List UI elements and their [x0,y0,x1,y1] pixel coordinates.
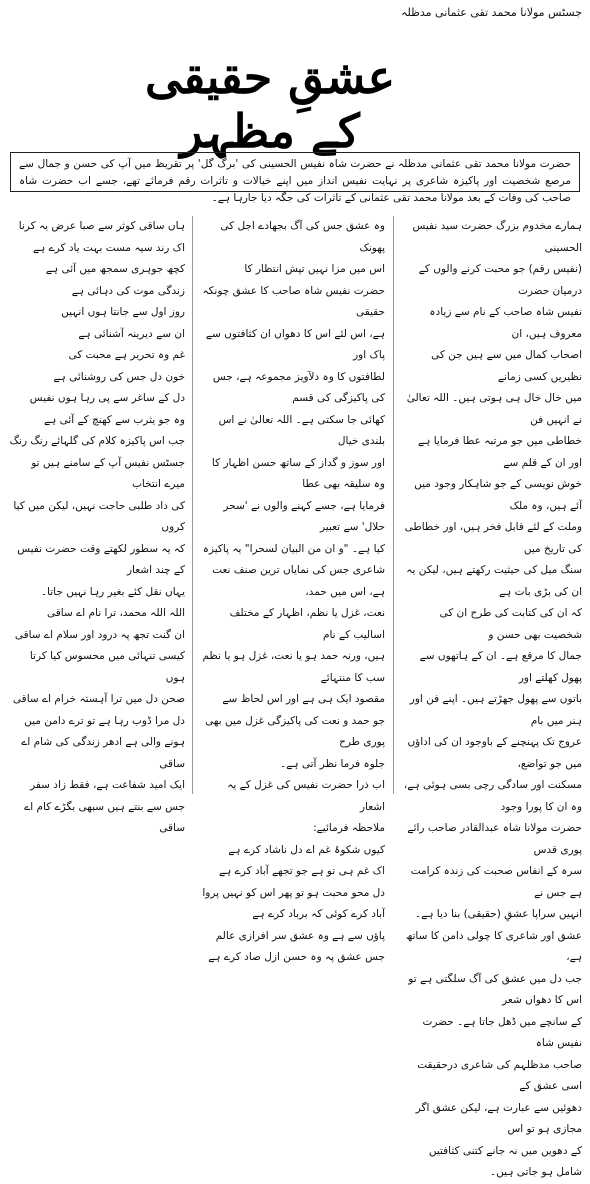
text-line: جس سے بنتے ہیں سبھی بگڑے کام اے ساقی [24,800,185,834]
text-line: کیوں شکوۂ غم اے دل ناشاد کرے ہے [228,843,385,856]
article-title: عشقِ حقیقی کے مظہر [144,50,396,158]
text-line: مقصود ایک ہی ہے اور اس لحاظ سے [222,693,385,705]
text-line: خوش نویسی کے جو شاہکار وجود میں آئے ہیں، وہ ملک [414,478,582,512]
text-line: کے سانچے میں ڈھل جاتا ہے۔ حضرت نفیس شاہ [422,1015,582,1049]
text-line: اصحاب کمال میں سے ہیں جن کی نظیریں کسی زمانے [431,349,582,383]
text-line: اللہ اللہ محمد، ترا نام اے ساقی [47,607,185,619]
text-line: ہونے والی ہے ادھر زندگی کی شام اے ساقی [21,736,185,770]
text-line: فرمایا ہے، جسے کہنے والوں نے 'سحر حلال' سے تعبیر [223,499,385,533]
text-line: وملت کے لئے قابل فخر ہیں، اور خطاطی کی تاریخ میں [404,521,582,555]
text-line: وہ عشق جس کی آگ بجھادے اجل کی پھونک [220,220,385,254]
text-line: ان گنت تجھ پہ درود اور سلام اے ساقی [14,628,185,641]
text-line: دل محو محبت ہو تو پھر اس کو نہیں پروا [202,886,385,899]
text-line: جسٹس نفیس آپ کے سامنے ہیں تو میرے انتخاب [31,456,185,490]
text-line: ہاں ساقی کوثر سے صبا عرض یہ کرنا [18,220,185,232]
text-line: حضرت مولانا شاہ عبدالقادر صاحب رائے پوری قدس [407,822,582,856]
text-line: کی داد طلبی حاجت نہیں، لیکن میں کیا کروں [13,499,185,533]
text-line: صاحب مدظلہم کی شاعری درحقیقت اسی عشق کے [417,1058,582,1092]
text-line: زندگی موت کی دہائی ہے [71,284,185,297]
text-line: جلوہ فرما نظر آتی ہے۔ [280,757,385,770]
text-line: حضرت نفیس شاہ صاحب کا عشق چونکہ حقیقی [202,284,385,318]
text-line: اک غم ہی تو ہے جو تجھے آباد کرے ہے [219,865,385,877]
text-line: کھائی جا سکتی ہے۔ اللہ تعالیٰ نے اس بلندی خیال [218,413,385,447]
text-line: پاؤں سے ہے وہ عشق سر افرازی عالم [215,929,385,942]
text-line: عشق اور شاعری کا چولی دامن کا ساتھ ہے، [405,929,582,963]
text-line: انہیں سراپا عشقِ (حقیقی) بنا دیا ہے۔ [415,908,582,920]
text-line: باتوں سے پھول جھڑتے ہیں۔ اپنے فن اور ہنر میں بام [409,693,582,727]
text-line: دل مرا ڈوب رہا ہے تو ترے دامن میں [24,714,185,727]
text-line: اور سوز و گداز کے ساتھ حسن اظہار کا وہ سلیقہ بھی عطا [211,456,385,490]
column-divider [192,216,193,794]
text-line: عروج تک پہنچنے کے باوجود ان کی اداؤں میں جو تواضع، [407,736,582,770]
text-line: کیسی تنہائی میں محسوس کیا کرتا ہوں [29,650,185,684]
text-line: نعت، غزل یا نظم، اظہار کے مختلف اسالیب کے نام [229,607,385,641]
text-line: خون دل جس کی روشنائی ہے [53,370,185,383]
text-line: لطافتوں کا وہ دلآویز مجموعہ ہے، جس کی پاکیزگی کی قسم [212,370,385,404]
text-line: ایک امید شفاعت ہے، فقط زاد سفر [30,779,185,791]
text-line: جب اس پاکیزہ کلام کی گلہائے رنگ رنگ [9,435,185,447]
text-line: (نفیس رقم) جو محبت کرنے والوں کے درمیان حضرت [418,263,582,297]
text-line: اس میں مزا نہیں تپش انتظار کا [244,263,385,275]
text-line: وہ جو یثرب سے کھنچ کے آئی ہے [43,413,185,426]
text-line: دھوئیں سے عبارت ہے، لیکن عشق اگر مجازی ہو تو اس [415,1101,582,1135]
text-line: اک رند سیہ مست بہت یاد کرے ہے [32,241,185,254]
text-line: اب ذرا حضرت نفیس کی غزل کے یہ اشعار [227,779,385,813]
text-line: جس عشق پہ وہ حسن ازل صاد کرے ہے [208,951,385,963]
column-right [402,216,582,1178]
text-line: غم وہ تحریر ہے محبت کی [68,349,185,361]
text-line: ملاحظہ فرمائیے: [313,822,385,834]
text-line: کہ یہ سطور لکھتے وقت حضرت نفیس کے چند اشعار [17,542,185,576]
text-line: کے دھویں میں نہ جانے کتنی کثافتیں شامل ہو جاتی ہیں۔ [428,1144,582,1178]
text-line: آباد کرے کوئی کہ برباد کرے ہے [252,908,385,920]
text-line: ہمارے مخدوم بزرگ حضرت سید نفیس الحسینی [412,220,582,254]
text-line: خطاطی میں جو مرتبہ عطا فرمایا ہے اور ان کے قلم سے [418,435,582,469]
byline: جسٹس مولانا محمد تقی عثمانی مدظلہ [401,6,582,19]
text-line: کیا ہے۔ "و ان من البیان لسحرا" یہ پاکیزہ [202,542,385,555]
text-line: میں خال خال ہی ہوتی ہیں۔ اللہ تعالیٰ نے انہیں فن [406,392,582,426]
text-line: شاعری جس کی نمایاں ترین صنف نعت ہے، اس میں حمد، [212,564,385,598]
column-divider [393,216,394,794]
text-line: جو حمد و نعت کی پاکیزگی غزل میں بھی پوری طرح [205,714,385,748]
text-line: دل کے ساغر سے پی رہا ہوں نفیس [29,392,185,404]
column-left [8,216,185,834]
text-line: روز اول سے جانتا ہوں انہیں [61,306,185,318]
text-line: کہ ان کی کتابت کی طرح ان کی شخصیت بھی حسن و [439,607,582,641]
text-line: جمال کا مرقع ہے۔ ان کے ہاتھوں سے پھول کھلتے اور [419,650,582,684]
text-line: صحن دل میں ترا آہستہ خرام اے ساقی [12,693,185,705]
text-line: سنگ میل کی حیثیت رکھتے ہیں، لیکن یہ ان کی بڑی بات ہے [406,564,582,598]
text-line: یہاں نقل کئے بغیر رہا نہیں جاتا۔ [40,585,185,598]
text-line: نفیس شاہ صاحب کے نام سے زیادہ معروف ہیں، ان [429,306,582,340]
text-line: ہے، اس لئے اس کا دھواں ان کثافتوں سے پاک اور [205,327,385,361]
text-line: کچھ جوہری سمجھ میں آئی ہے [45,263,185,275]
text-line: جب دل میں عشق کی آگ سلگتی ہے تو اس کا دھواں شعر [408,972,582,1006]
text-line: ہیں، ورنہ حمد ہو یا نعت، غزل ہو یا نظم سب کا منتہائے [202,650,385,684]
text-line: سرہ کے انفاس صحبت کی زندہ کرامت ہے جس نے [410,865,582,899]
text-line: ان سے دیرینہ آشنائی ہے [78,327,185,340]
intro-box: حضرت مولانا محمد تقی عثمانی مدظلہ نے حضرت شاہ نفیس الحسینی کی 'برگ گل' پر تقریظ میں آپ کی حسن و جمال سے مرصع شخصیت اور پاکیزہ شاعری پر نہایت نفیس انداز میں اپنے خیالات و تاثرات رقم فرمائے تھے، جسے اب حضرت شاہ صاحب کی وفات کے بعد مولانا محمد تقی عثمانی کے تاثرات کی جگہ دیا جارہا ہے۔ [10,152,580,192]
text-line: مسکنت اور سادگی رچی بسی ہوئی ہے، وہ ان کا پورا وجود [403,779,582,813]
column-middle [201,216,385,963]
